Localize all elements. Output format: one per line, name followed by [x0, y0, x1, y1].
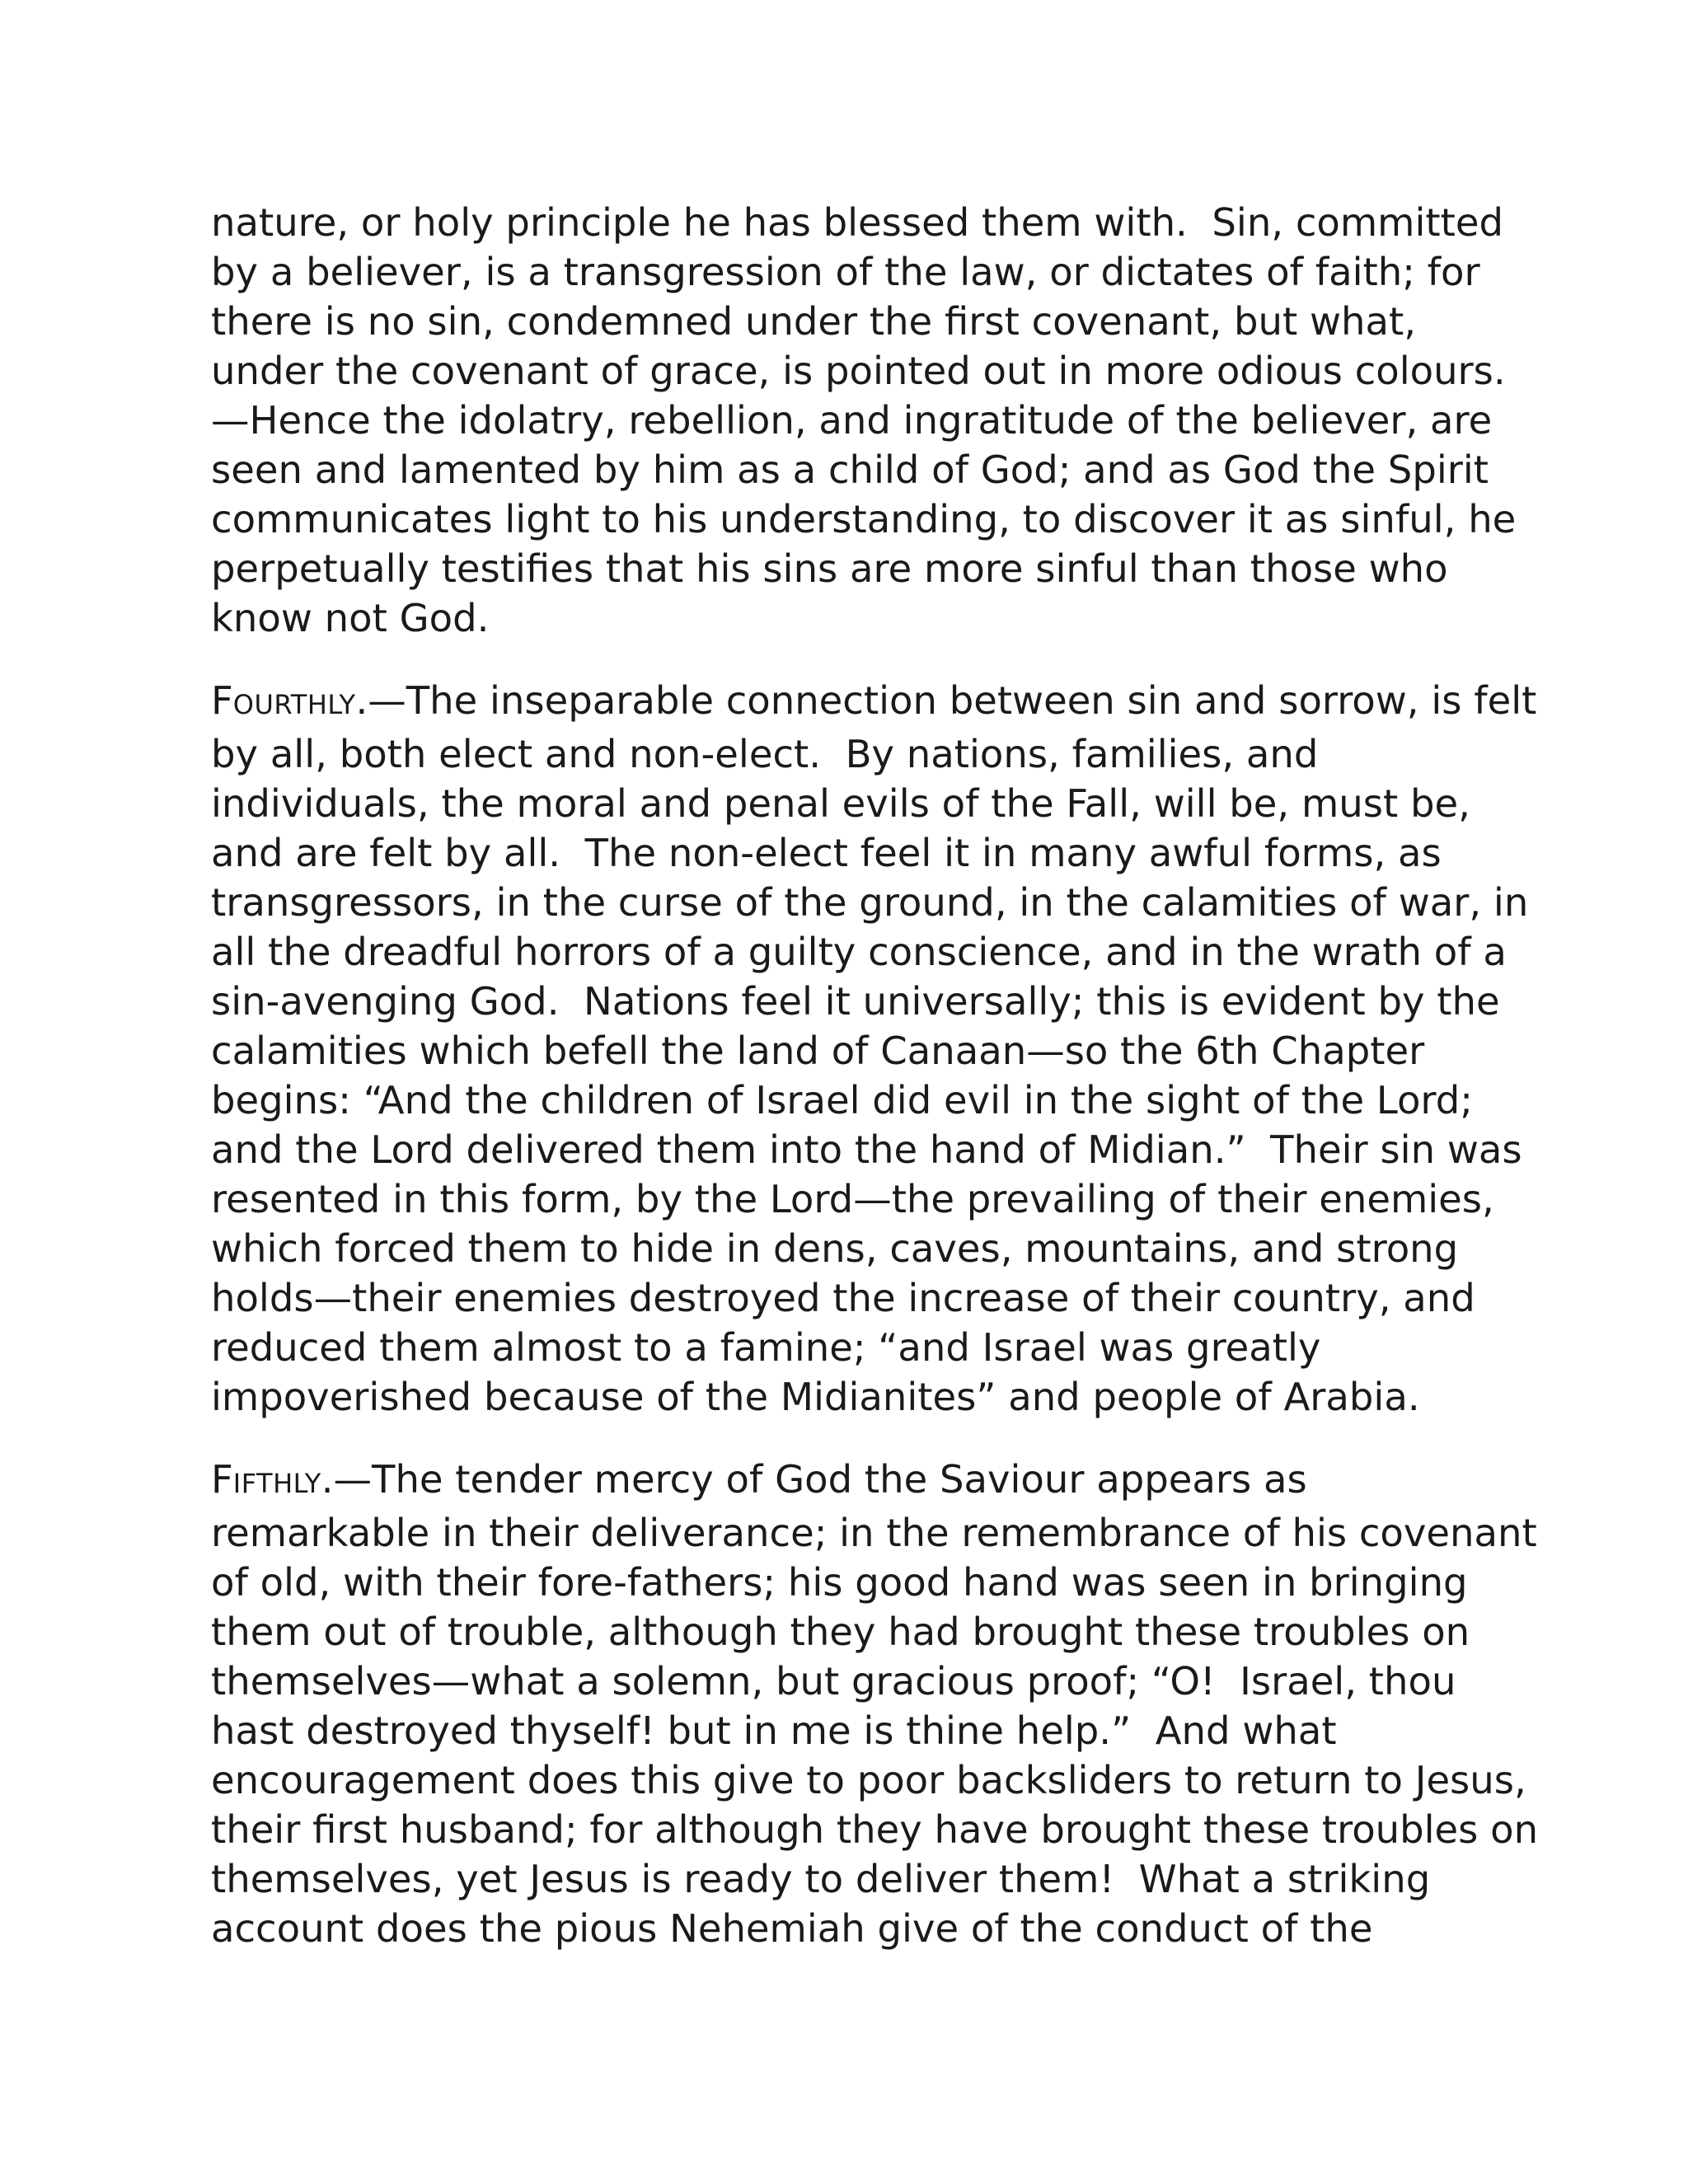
text-line: individuals, the moral and penal evils of the Fall, will be, must be,	[211, 781, 1470, 826]
paragraph-fifthly	[211, 1455, 1539, 1953]
text-line: account does the pious Nehemiah give of the conduct of the	[211, 1906, 1373, 1951]
text-line: which forced them to hide in dens, caves, mountains, and strong	[211, 1226, 1459, 1271]
text-line: all the dreadful horrors of a guilty conscience, and in the wrath of a	[211, 930, 1507, 974]
section-heading-smallcaps: IFTHLY	[232, 1468, 321, 1499]
text-line: nature, or holy principle he has blessed them with. Sin, committed	[211, 200, 1503, 245]
text-line: and are felt by all. The non-elect feel it in many awful forms, as	[211, 831, 1442, 875]
text-line: and the Lord delivered them into the hand of Midian.” Their sin was	[211, 1127, 1522, 1172]
section-heading-smallcaps: OURTHLY	[232, 689, 356, 720]
section-heading-initial: F	[211, 678, 233, 723]
text-line: themselves—what a solemn, but gracious proof; “O! Israel, thou	[211, 1659, 1456, 1704]
text-line: perpetually testifies that his sins are more sinful than those who	[211, 546, 1448, 591]
page-body	[211, 198, 1539, 1986]
text-line: holds—their enemies destroyed the increase of their country, and	[211, 1276, 1475, 1320]
text-line: of old, with their fore-fathers; his good hand was seen in bringing	[211, 1560, 1468, 1605]
section-heading-initial: F	[211, 1457, 233, 1502]
text-line: hast destroyed thyself! but in me is thine help.” And what	[211, 1708, 1337, 1753]
text-line: by a believer, is a transgression of the law, or dictates of faith; for	[211, 250, 1480, 294]
text-line: them out of trouble, although they had brought these troubles on	[211, 1610, 1470, 1654]
text-line: resented in this form, by the Lord—the prevailing of their enemies,	[211, 1177, 1494, 1221]
text-line: there is no sin, condemned under the first covenant, but what,	[211, 299, 1416, 344]
text-line: —Hence the idolatry, rebellion, and ingratitude of the believer, are	[211, 398, 1493, 443]
text-line	[211, 676, 1537, 729]
text-line: impoverished because of the Midianites” and people of Arabia.	[211, 1375, 1420, 1419]
text-line-rest: .—The tender mercy of God the Saviour appears as	[321, 1457, 1307, 1502]
text-line-rest: .—The inseparable connection between sin and sorrow, is felt	[355, 678, 1537, 723]
text-line: sin-avenging God. Nations feel it universally; this is evident by the	[211, 979, 1500, 1024]
text-line: under the covenant of grace, is pointed out in more odious colours.	[211, 349, 1506, 393]
text-line: their first husband; for although they have brought these troubles on	[211, 1807, 1539, 1852]
text-line: by all, both elect and non-elect. By nations, families, and	[211, 732, 1319, 776]
text-line: themselves, yet Jesus is ready to deliver them! What a striking	[211, 1857, 1431, 1901]
text-line: know not God.	[211, 596, 490, 640]
text-line: communicates light to his understanding, to discover it as sinful, he	[211, 497, 1517, 541]
text-line: calamities which befell the land of Canaan—so the 6th Chapter	[211, 1029, 1425, 1073]
text-line: encouragement does this give to poor backsliders to return to Jesus,	[211, 1758, 1526, 1802]
text-line: begins: “And the children of Israel did evil in the sight of the Lord;	[211, 1078, 1473, 1122]
text-line: remarkable in their deliverance; in the remembrance of his covenant	[211, 1511, 1537, 1555]
text-line: transgressors, in the curse of the ground, in the calamities of war, in	[211, 880, 1529, 925]
paragraph-continuation	[211, 198, 1517, 643]
text-line: reduced them almost to a famine; “and Israel was greatly	[211, 1325, 1321, 1370]
text-line: seen and lamented by him as a child of God; and as God the Spirit	[211, 448, 1489, 492]
paragraph-fourthly	[211, 676, 1537, 1422]
text-line	[211, 1455, 1497, 1508]
